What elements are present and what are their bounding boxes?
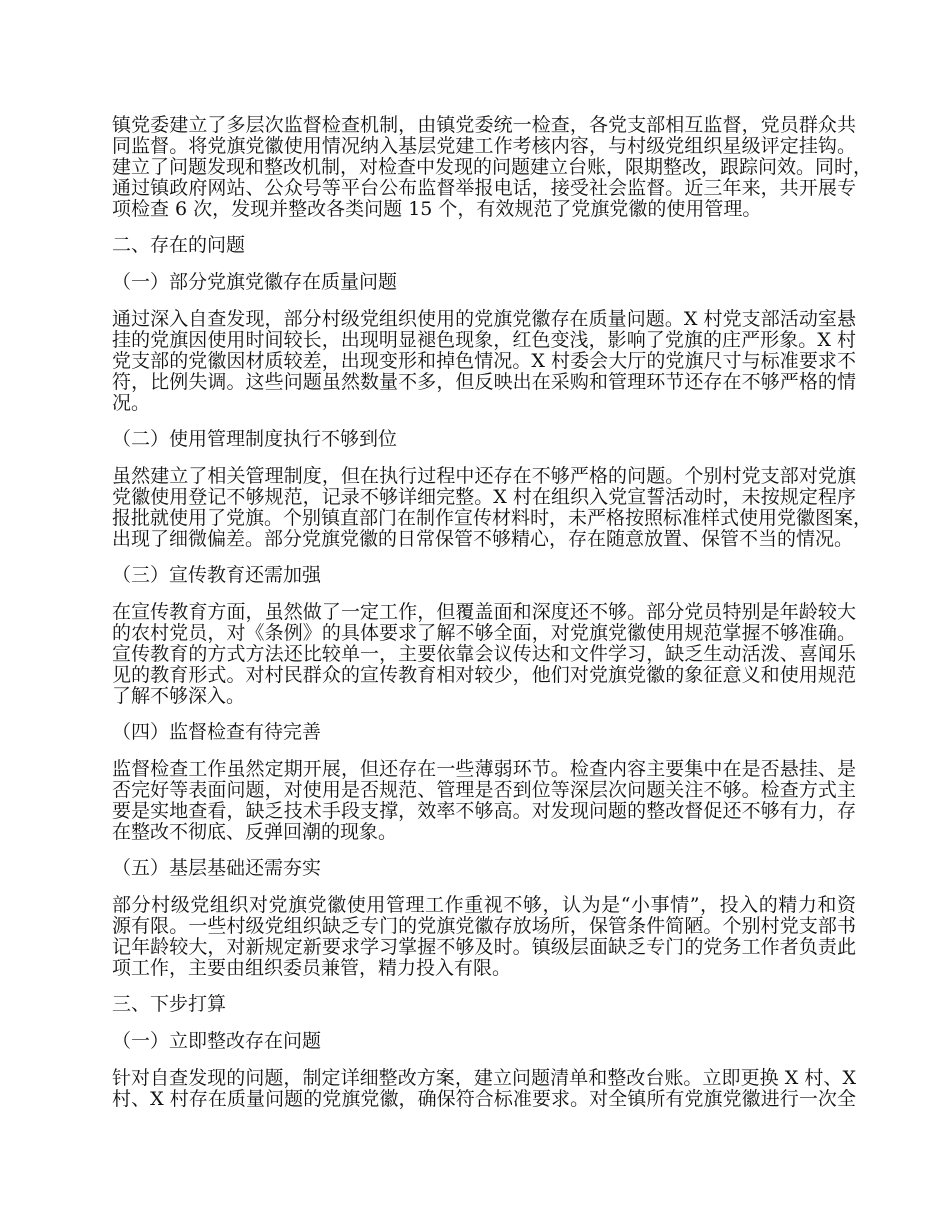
section-heading	[112, 858, 856, 879]
text-line: 报批就使用了党旗。个别镇直部门在制作宣传材料时，未严格按照标准样式使用党徽图案，	[112, 507, 873, 529]
text-line: 在整改不彻底、反弹回潮的现象。	[112, 821, 398, 843]
text-line: （五）基层基础还需夯实	[112, 857, 322, 879]
text-line: 出现了细微偏差。部分党旗党徽的日常保管不够精心，存在随意放置、保管不当的情况。	[112, 528, 854, 550]
text-line: 记年龄较大，对新规定新要求学习掌握不够及时。镇级层面缺乏专门的党务工作者负责此	[112, 936, 856, 958]
text-line: 监督检查工作虽然定期开展，但还存在一些薄弱环节。检查内容主要集中在是否悬挂、是	[112, 758, 856, 780]
text-line: （一）部分党旗党徽存在质量问题	[112, 271, 398, 293]
section-heading	[112, 272, 856, 293]
section-heading	[112, 235, 856, 256]
text-line: 见的教育形式。对村民群众的宣传教育相对较少，他们对党旗党徽的象征意义和使用规范	[112, 664, 856, 686]
text-line: 部分村级党组织对党旗党徽使用管理工作重视不够，认为是“小事情”，投入的精力和资	[112, 894, 856, 916]
text-line: 同监督。将党旗党徽使用情况纳入基层党建工作考核内容，与村级党组织星级评定挂钩。	[112, 135, 856, 157]
paragraph	[112, 309, 856, 414]
text-line: 了解不够深入。	[112, 685, 246, 707]
section-heading	[112, 994, 856, 1015]
text-line: 村、X 村存在质量问题的党旗党徽，确保符合标准要求。对全镇所有党旗党徽进行一次全	[112, 1088, 856, 1110]
text-line: 况。	[112, 392, 151, 414]
text-line: 挂的党旗因使用时间较长，出现明显褪色现象，红色变浅，影响了党旗的庄严形象。X 村	[112, 329, 856, 351]
text-line: 建立了问题发现和整改机制，对检查中发现的问题建立台账，限期整改，跟踪问效。同时，	[112, 156, 873, 178]
section-heading	[112, 429, 856, 450]
text-line: 要是实地查看，缺乏技术手段支撑，效率不够高。对发现问题的整改督促还不够有力，存	[112, 800, 856, 822]
paragraph	[112, 114, 873, 220]
text-line: （一）立即整改存在问题	[112, 1030, 322, 1052]
text-line: （四）监督检查有待完善	[112, 721, 322, 743]
text-line: 项工作，主要由组织委员兼管，精力投入有限。	[112, 957, 512, 979]
paragraph	[112, 895, 856, 979]
section-heading	[112, 1031, 856, 1052]
document-page	[112, 114, 873, 1125]
text-line: 镇党委建立了多层次监督检查机制，由镇党委统一检查，各党支部相互监督，党员群众共	[112, 114, 856, 136]
text-line: 在宣传教育方面，虽然做了一定工作，但覆盖面和深度还不够。部分党员特别是年龄较大	[112, 601, 856, 623]
text-line: 通过深入自查发现，部分村级党组织使用的党旗党徽存在质量问题。X 村党支部活动室悬	[112, 308, 856, 330]
section-heading	[112, 722, 856, 743]
text-line: 符，比例失调。这些问题虽然数量不多，但反映出在采购和管理环节还存在不够严格的情	[112, 371, 856, 393]
text-line: （二）使用管理制度执行不够到位	[112, 428, 398, 450]
text-line: 宣传教育的方式方法还比较单一，主要依靠会议传达和文件学习，缺乏生动活泼、喜闻乐	[112, 643, 856, 665]
text-line: 党徽使用登记不够规范，记录不够详细完整。X 村在组织入党宣誓活动时，未按规定程序	[112, 486, 856, 508]
text-line: 三、下步打算	[112, 993, 227, 1015]
text-line: 二、存在的问题	[112, 234, 246, 256]
text-line: 源有限。一些村级党组织缺乏专门的党旗党徽存放场所，保管条件简陋。个别村党支部书	[112, 915, 856, 937]
text-line: 针对自查发现的问题，制定详细整改方案，建立问题清单和整改台账。立即更换 X 村、X	[112, 1067, 856, 1089]
paragraph	[112, 602, 856, 707]
section-heading	[112, 565, 856, 586]
paragraph	[112, 465, 873, 550]
text-line: 否完好等表面问题，对使用是否规范、管理是否到位等深层次问题关注不够。检查方式主	[112, 779, 856, 801]
text-line: 虽然建立了相关管理制度，但在执行过程中还存在不够严格的问题。个别村党支部对党旗	[112, 465, 856, 487]
paragraph	[112, 1068, 856, 1110]
text-line: （三）宣传教育还需加强	[112, 564, 322, 586]
text-line: 项检查 6 次，发现并整改各类问题 15 个，有效规范了党旗党徽的使用管理。	[112, 198, 762, 220]
text-line: 通过镇政府网站、公众号等平台公布监督举报电话，接受社会监督。近三年来，共开展专	[112, 177, 856, 199]
text-line: 的农村党员，对《条例》的具体要求了解不够全面，对党旗党徽使用规范掌握不够准确。	[112, 622, 856, 644]
text-line: 党支部的党徽因材质较差，出现变形和掉色情况。X 村委会大厅的党旗尺寸与标准要求不	[112, 350, 856, 372]
paragraph	[112, 759, 856, 843]
